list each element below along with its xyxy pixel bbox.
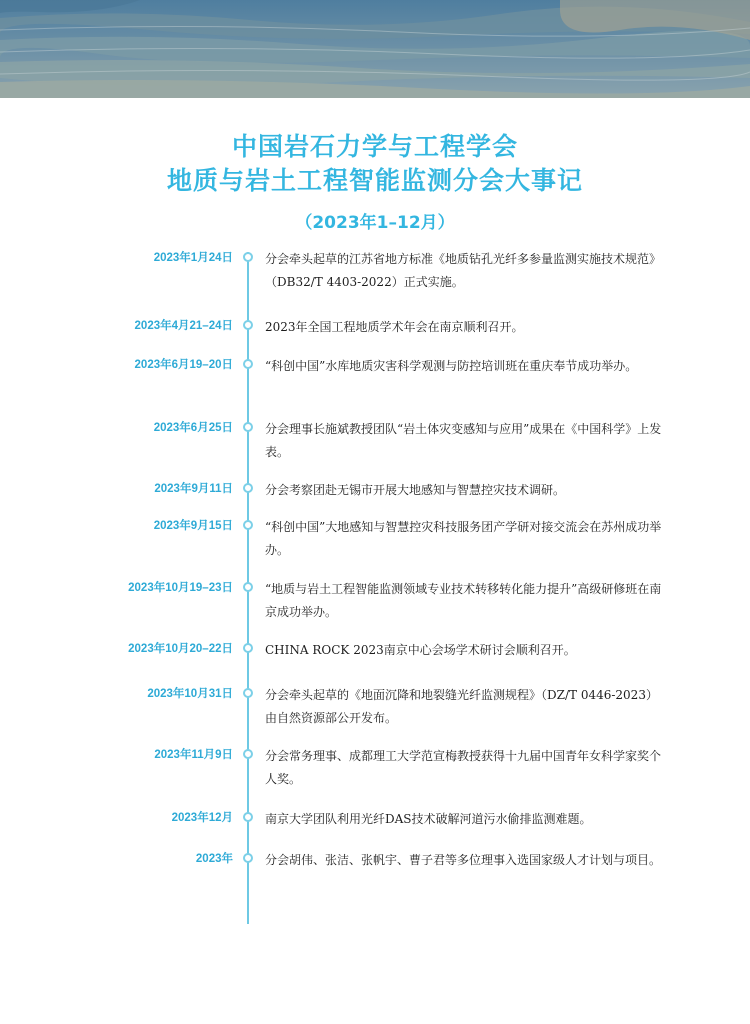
event-date: 2023年9月15日 [153, 520, 233, 532]
event-text: 分会常务理事、成都理工大学范宣梅教授获得十九届中国青年女科学家奖个人奖。 [265, 749, 662, 786]
event-date: 2023年4月21–24日 [134, 320, 233, 332]
event-date: 2023年6月19–20日 [134, 359, 233, 371]
timeline-dot-icon [243, 483, 253, 493]
event-date: 2023年 [195, 853, 233, 865]
header-banner-image [0, 0, 750, 98]
timeline-dot-icon [243, 749, 253, 759]
timeline-dot-icon [243, 688, 253, 698]
event-text: 分会考察团赴无锡市开展大地感知与智慧控灾技术调研。 [265, 483, 566, 497]
event-date: 2023年1月24日 [153, 252, 233, 264]
title-block [0, 130, 750, 233]
page-title-line1: 中国岩石力学与工程学会 [231, 132, 518, 161]
event-text: 分会牵头起草的江苏省地方标准《地质钻孔光纤多参量监测实施技术规范》（DB32/T 4403-2022）正式实施。 [265, 252, 662, 289]
event-text: “地质与岩土工程智能监测领域专业技术转移转化能力提升”高级研修班在南京成功举办。 [265, 582, 662, 619]
timeline-dot-icon [243, 252, 253, 262]
event-text: 分会胡伟、张洁、张帆宇、曹子君等多位理事入选国家级人才计划与项目。 [265, 853, 662, 867]
event-date: 2023年10月19–23日 [128, 582, 233, 594]
event-text: 2023年全国工程地质学术年会在南京顺利召开。 [265, 320, 524, 334]
page-title-line2: 地质与岩土工程智能监测分会大事记 [166, 166, 583, 195]
event-text: CHINA ROCK 2023南京中心会场学术研讨会顺利召开。 [265, 643, 576, 657]
timeline-dot-icon [243, 643, 253, 653]
timeline-dot-icon [243, 320, 253, 330]
event-date: 2023年6月25日 [153, 422, 233, 434]
page-subtitle: （2023年1–12月） [295, 213, 455, 233]
timeline-dot-icon [243, 520, 253, 530]
timeline-dot-icon [243, 582, 253, 592]
timeline-dot-icon [243, 359, 253, 369]
event-date: 2023年10月31日 [147, 688, 233, 700]
event-text: “科创中国”水库地质灾害科学观测与防控培训班在重庆奉节成功举办。 [265, 359, 638, 373]
timeline-dot-icon [243, 422, 253, 432]
event-date: 2023年9月11日 [154, 483, 233, 495]
event-text: 分会理事长施斌教授团队“岩土体灾变感知与应用”成果在《中国科学》上发表。 [265, 422, 662, 459]
event-date: 2023年11月9日 [154, 749, 233, 761]
event-date: 2023年12月 [171, 812, 233, 824]
event-text: 分会牵头起草的《地面沉降和地裂缝光纤监测规程》（DZ/T 0446-2023）由自然资源部公开发布。 [265, 688, 658, 725]
event-text: 南京大学团队利用光纤DAS技术破解河道污水偷排监测难题。 [265, 812, 592, 826]
timeline-dot-icon [243, 853, 253, 863]
event-text: “科创中国”大地感知与智慧控灾科技服务团产学研对接交流会在苏州成功举办。 [265, 520, 662, 557]
event-date: 2023年10月20–22日 [128, 643, 233, 655]
timeline-dot-icon [243, 812, 253, 822]
